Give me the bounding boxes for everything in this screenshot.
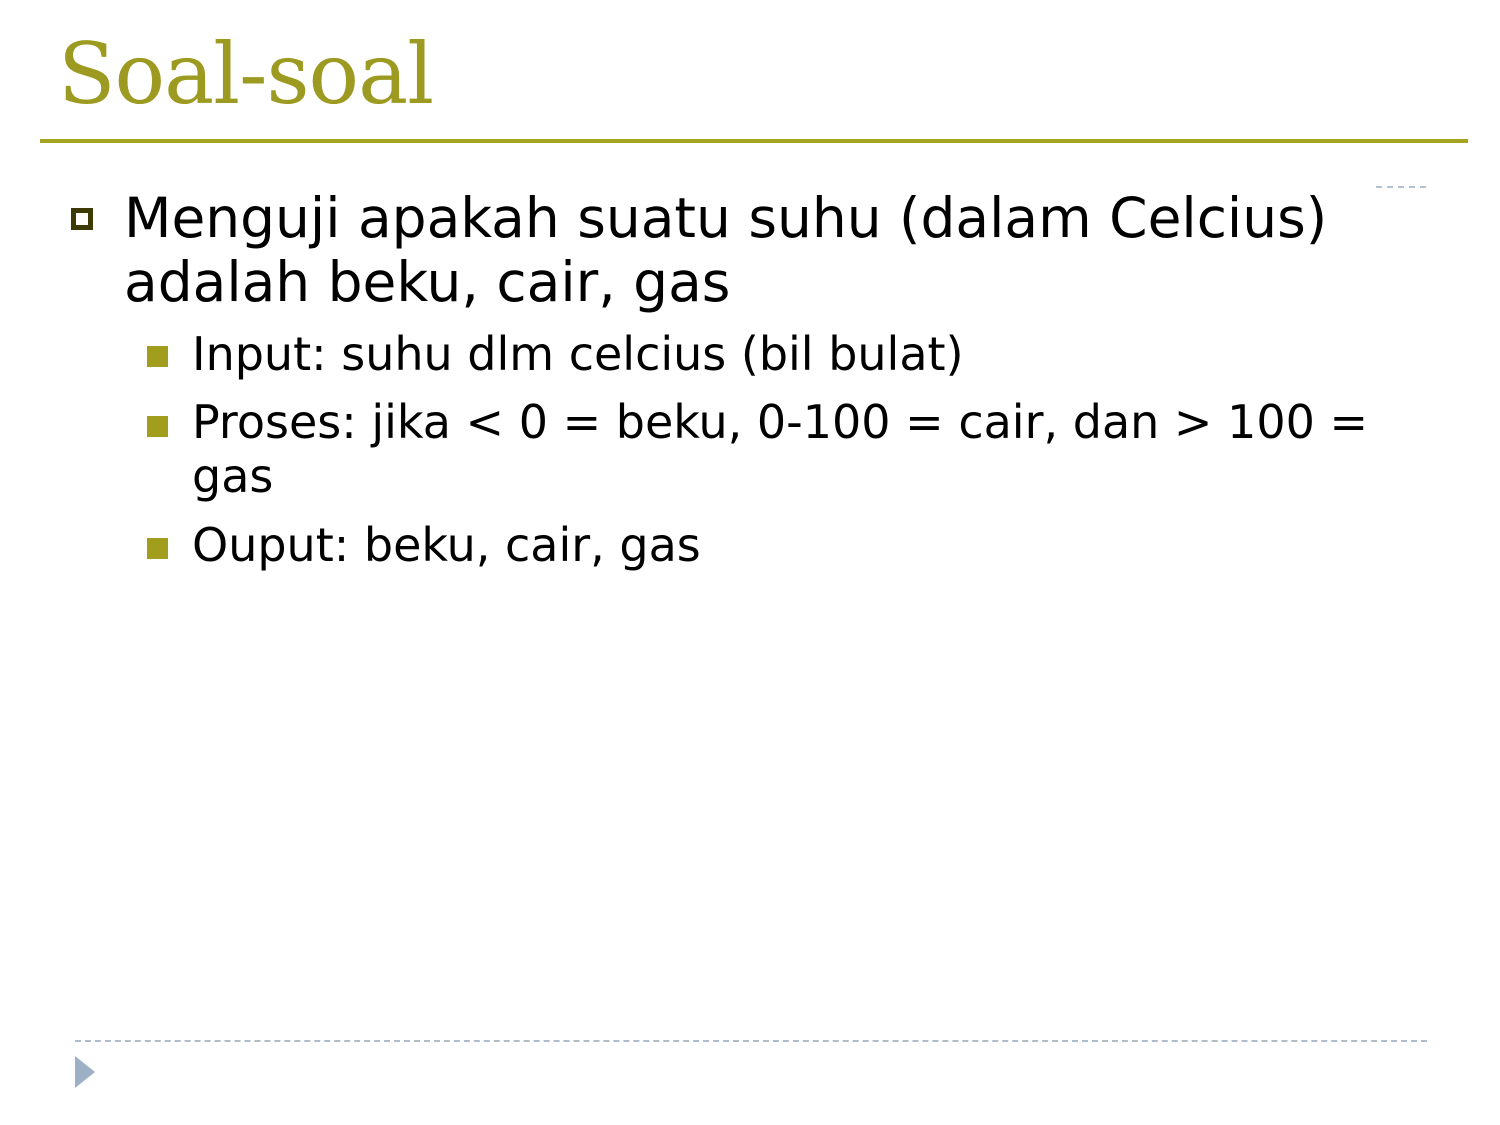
hollow-square-icon (71, 208, 93, 230)
slide-title: Soal-soal (58, 25, 434, 123)
sub-bullet-output: Ouput: beku, cair, gas (192, 518, 701, 572)
filled-square-icon (147, 538, 168, 559)
sub-bullet-process: Proses: jika < 0 = beku, 0-100 = cair, dan > 100 = gas (192, 395, 1369, 503)
filled-square-icon (147, 416, 168, 437)
filled-square-icon (147, 346, 168, 367)
footer-dashed-divider (75, 1040, 1427, 1042)
title-divider (40, 139, 1468, 143)
play-triangle-icon (75, 1056, 95, 1088)
corner-dashed-mark (1376, 186, 1426, 188)
sub-bullet-input: Input: suhu dlm celcius (bil bulat) (192, 327, 964, 381)
main-bullet-text: Menguji apakah suatu suhu (dalam Celcius) adalah beku, cair, gas (124, 186, 1328, 314)
